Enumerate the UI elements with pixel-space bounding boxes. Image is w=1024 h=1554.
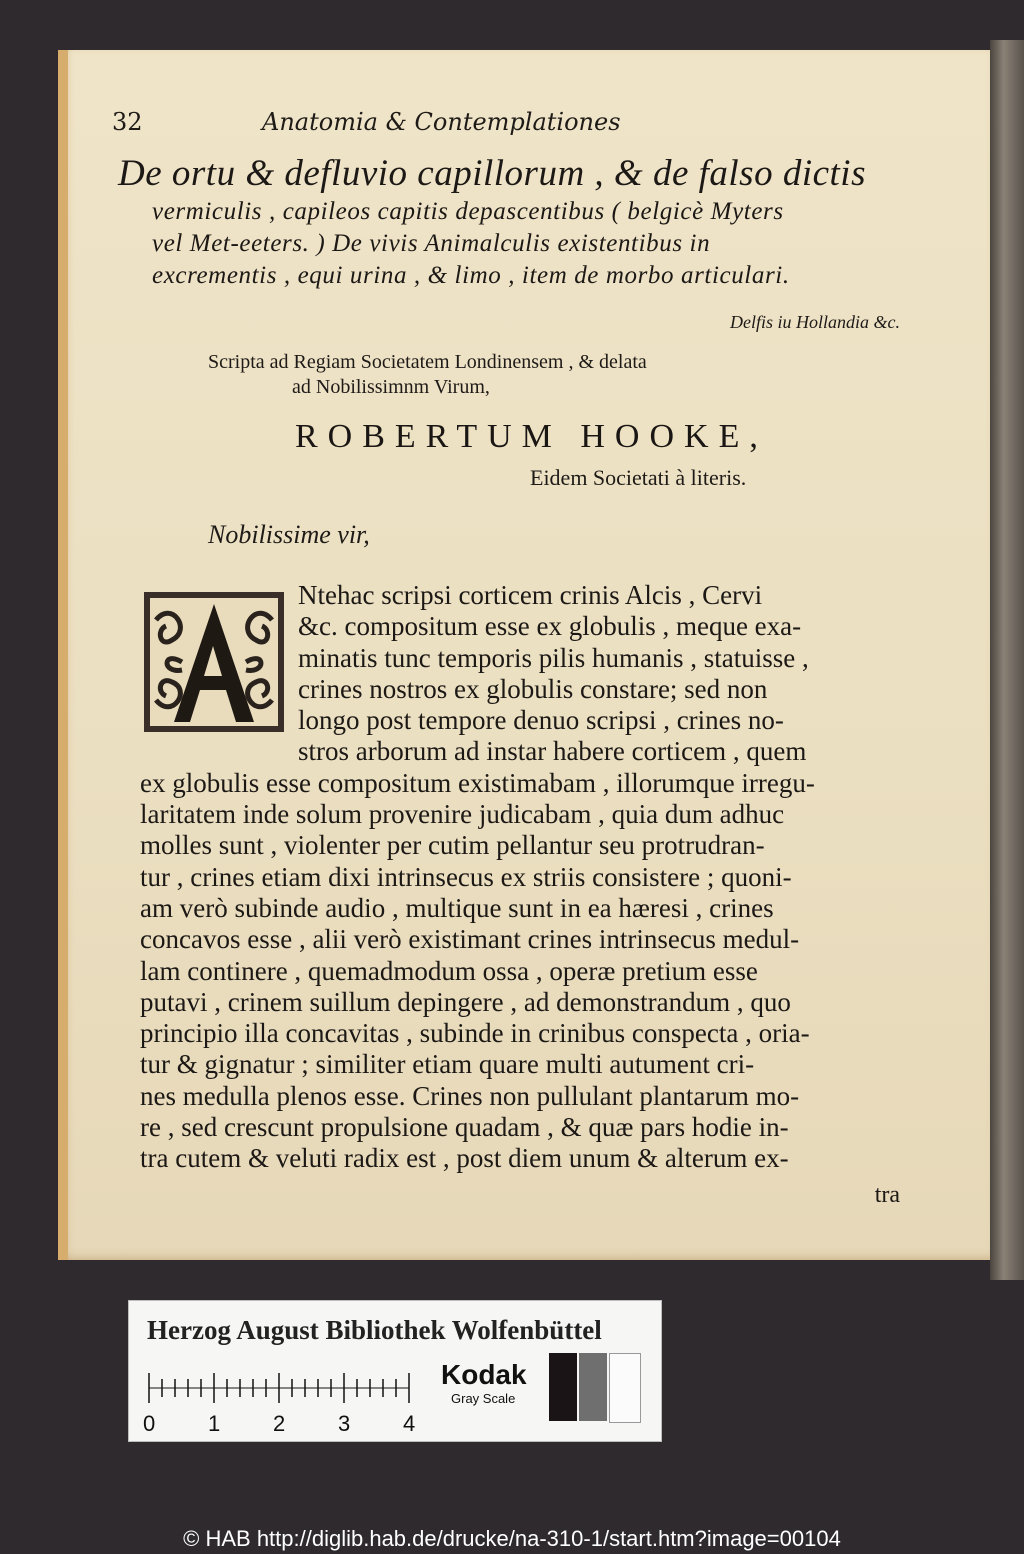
page-number: 32 [112, 108, 143, 136]
copyright-footer: © HAB http://diglib.hab.de/drucke/na-310-1/start.htm?image=00104 [183, 1526, 841, 1551]
body-line: Ntehac scripsi corticem crinis Alcis , Cervi [298, 580, 763, 610]
dedication-line: ad Nobilissimnm Virum, [292, 376, 490, 398]
ruler-label: 4 [403, 1411, 416, 1436]
color-calibration-card [128, 1300, 662, 1442]
section-title-line: vel Met-eeters. ) De vivis Animalculis existentibus in [152, 230, 711, 257]
running-head [112, 108, 812, 136]
body-line: putavi , crinem suillum depingere , ad demonstrandum , quo [140, 986, 791, 1017]
gray-swatch-white [609, 1353, 641, 1423]
ruler-label: 1 [208, 1411, 221, 1436]
section-title-line: excrementis , equi urina , & limo , item de morbo articulari. [152, 262, 790, 289]
body-line: crines nostros ex globulis constare; sed non [298, 673, 768, 704]
body-line: principio illa concavitas , subinde in crinibus conspecta , oria- [140, 1018, 810, 1049]
ruler [143, 1363, 427, 1436]
addressee-subtitle: Eidem Societati à literis. [530, 465, 747, 490]
body-line: tur & gignatur ; similiter etiam quare multi autument cri- [140, 1049, 755, 1080]
ruler-label: 0 [143, 1411, 156, 1436]
body-line: molles sunt , violenter per cutim pellantur seu protrudran- [140, 830, 765, 861]
ruler-label: 2 [273, 1411, 286, 1436]
section-title-line: De ortu & defluvio capillorum , & de falso dictis [118, 153, 866, 194]
body-line: &c. compositum esse ex globulis , meque exa- [298, 611, 802, 642]
body-line: laritatem inde solum provenire judicabam , quia dum adhuc [140, 799, 785, 830]
addressee-name: ROBERTUM HOOKE, [295, 418, 768, 455]
dedication-line: Scripta ad Regiam Societatem Londinensem , & delata [208, 351, 647, 373]
body-line: re , sed crescunt propulsione quadam , & quæ pars hodie in- [140, 1112, 789, 1143]
kodak-logo: Kodak [441, 1359, 527, 1390]
running-title: Anatomia & Contemplationes [262, 108, 621, 136]
dedication [208, 350, 828, 400]
library-name: Herzog August Bibliothek Wolfenbüttel [147, 1315, 602, 1345]
book-spine-edge [990, 40, 1024, 1280]
gray-scale-label: Gray Scale [451, 1391, 516, 1406]
page-edge [58, 50, 68, 1260]
section-title [118, 152, 888, 292]
body-line: tur , crines etiam dixi intrinsecus ex striis consistere ; quoni- [140, 861, 792, 892]
body-line: stros arborum ad instar habere corticem , quem [298, 736, 807, 767]
body-line: longo post tempore denuo scripsi , crines no- [298, 705, 784, 736]
place-line: Delfis iu Hollandia &c. [730, 312, 900, 332]
gray-swatch-mid [579, 1353, 607, 1421]
catchword: tra [874, 1182, 900, 1208]
body-text [140, 580, 898, 1175]
body-line: ex globulis esse compositum existimabam , illorumque irregu- [140, 767, 815, 798]
body-line: lam continere , quemadmodum ossa , operæ pretium esse [140, 955, 758, 986]
gray-swatch-black [549, 1353, 577, 1421]
salutation: Nobilissime vir, [208, 520, 370, 549]
section-title-line: vermiculis , capileos capitis depascentibus ( belgicè Myters [152, 198, 784, 225]
body-line: concavos esse , alii verò existimant crines intrinsecus medul- [140, 924, 800, 955]
body-line: nes medulla plenos esse. Crines non pullulant plantarum mo- [140, 1080, 800, 1111]
body-line: minatis tunc temporis pilis humanis , statuisse , [298, 642, 809, 673]
ruler-label: 3 [338, 1411, 351, 1436]
body-line: tra cutem & veluti radix est , post diem unum & alterum ex- [140, 1143, 789, 1174]
body-line: am verò subinde audio , multique sunt in ea hæresi , crines [140, 892, 774, 923]
